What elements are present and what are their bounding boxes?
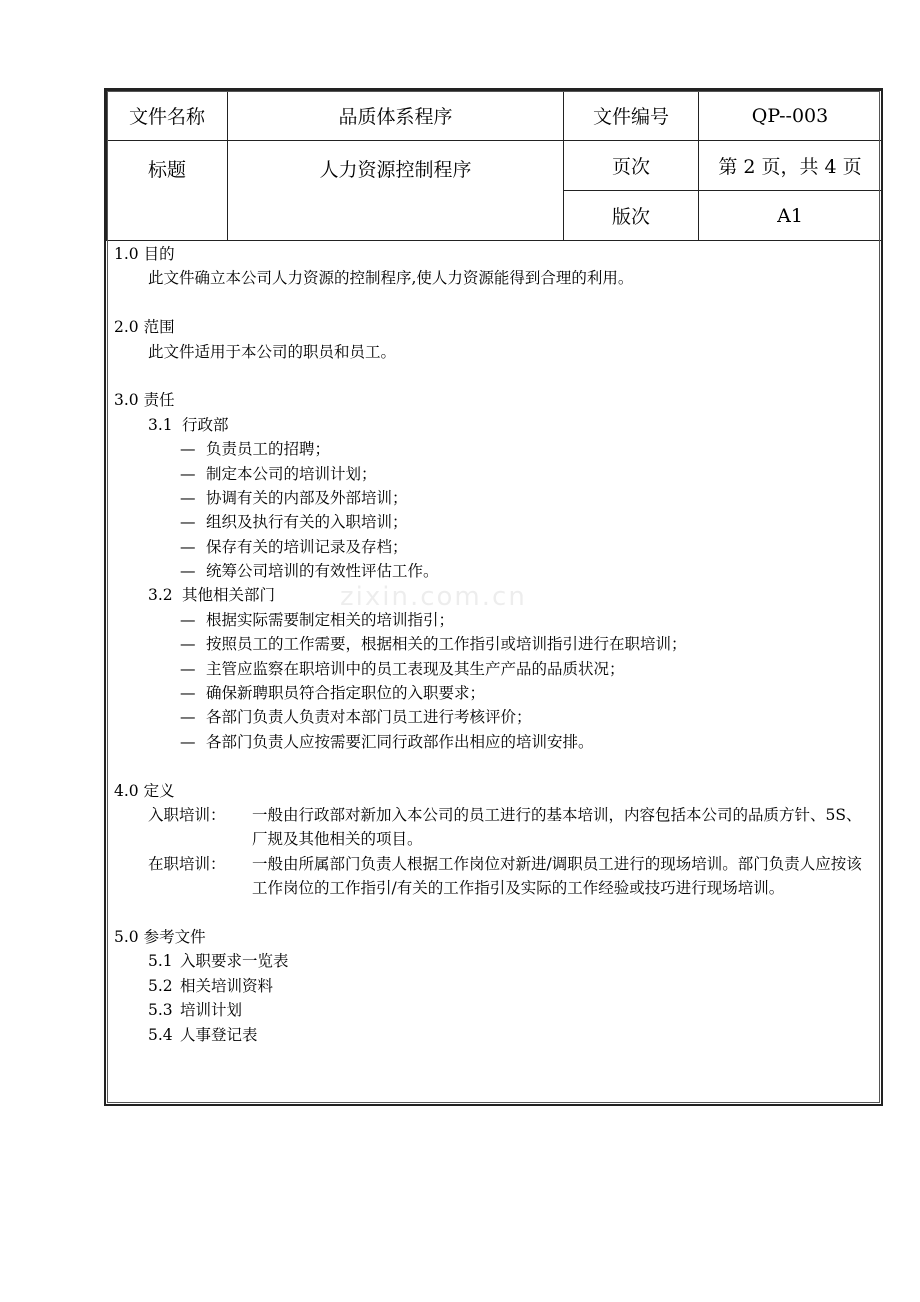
dash-bullet: —	[180, 659, 196, 678]
list-item: — 按照员工的工作需要，根据相关的工作指引或培训指引进行在职培训；	[114, 632, 873, 656]
list-item: — 组织及执行有关的入职培训；	[114, 510, 873, 534]
file-name-label: 文件名称	[107, 91, 228, 141]
list-item: 5.1 入职要求一览表	[148, 952, 289, 971]
file-name-value: 品质体系程序	[228, 91, 564, 141]
page-label: 页次	[564, 141, 699, 191]
version-label: 版次	[564, 191, 699, 241]
section-1-body: 此文件确立本公司人力资源的控制程序,使人力资源能得到合理的利用。	[148, 269, 634, 288]
list-item: 5.3 培训计划	[148, 1001, 243, 1020]
subsection-number: 3.2	[148, 586, 173, 605]
subsection-title: 行政部	[182, 415, 229, 434]
document-body	[114, 242, 873, 1047]
list-item: — 各部门负责人负责对本部门员工进行考核评价；	[114, 705, 873, 729]
subsection-3-1-heading	[114, 413, 873, 437]
file-number-label: 文件编号	[564, 91, 699, 141]
list-item: — 根据实际需要制定相关的培训指引；	[114, 608, 873, 632]
page-value: 第 2 页，共 4 页	[699, 141, 882, 191]
list-item: — 制定本公司的培训计划；	[114, 462, 873, 486]
list-item: — 主管应监察在职培训中的员工表现及其生产产品的品质状况；	[114, 657, 873, 681]
section-2-body: 此文件适用于本公司的职员和员工。	[148, 342, 397, 361]
document-header-table	[106, 90, 882, 241]
definition-description: 一般由所属部门负责人根据工作岗位对新进/调职员工进行的现场培训。部门负责人应按该工作岗位的工作指引/有关的工作指引及实际的工作经验或技巧进行现场培训。	[252, 854, 862, 898]
dash-bullet: —	[180, 684, 196, 703]
definition-description: 一般由行政部对新加入本公司的员工进行的基本培训，内容包括本公司的品质方针、5S、厂规及其他相关的项目。	[252, 805, 862, 849]
section-5-heading: 5.0 参考文件	[114, 928, 206, 946]
dash-bullet: —	[180, 464, 196, 483]
list-item: — 负责员工的招聘；	[114, 437, 873, 461]
dash-bullet: —	[180, 440, 196, 459]
dash-bullet: —	[180, 708, 196, 727]
definition-item	[114, 852, 873, 901]
dash-bullet: —	[180, 488, 196, 507]
dash-bullet: —	[180, 562, 196, 581]
version-value: A1	[699, 191, 882, 241]
title-label: 标题	[107, 141, 228, 241]
file-number-value: QP--003	[699, 91, 882, 141]
subsection-3-2-heading	[114, 583, 873, 607]
list-item: — 协调有关的内部及外部培训；	[114, 486, 873, 510]
document-frame	[104, 88, 883, 1106]
definition-term: 入职培训：	[148, 805, 226, 824]
definition-term: 在职培训：	[148, 854, 226, 873]
subsection-number: 3.1	[148, 415, 173, 434]
title-value: 人力资源控制程序	[228, 141, 564, 241]
list-item: — 各部门负责人应按需要汇同行政部作出相应的培训安排。	[114, 730, 873, 754]
subsection-title: 其他相关部门	[182, 586, 276, 605]
list-item: 5.2 相关培训资料	[148, 976, 274, 995]
section-1-heading: 1.0 目的	[114, 245, 175, 263]
list-item: — 统筹公司培训的有效性评估工作。	[114, 559, 873, 583]
watermark: zixin.com.cn	[340, 582, 527, 612]
dash-bullet: —	[180, 732, 196, 751]
section-3-heading: 3.0 责任	[114, 391, 175, 410]
section-4-heading: 4.0 定义	[114, 781, 175, 800]
dash-bullet: —	[180, 610, 196, 629]
dash-bullet: —	[180, 635, 196, 654]
list-item: 5.4 人事登记表	[148, 1025, 258, 1044]
dash-bullet: —	[180, 513, 196, 532]
section-2-heading: 2.0 范围	[114, 318, 175, 337]
definition-item	[114, 803, 873, 852]
dash-bullet: —	[180, 537, 196, 556]
list-item: — 保存有关的培训记录及存档；	[114, 535, 873, 559]
list-item: — 确保新聘职员符合指定职位的入职要求；	[114, 681, 873, 705]
